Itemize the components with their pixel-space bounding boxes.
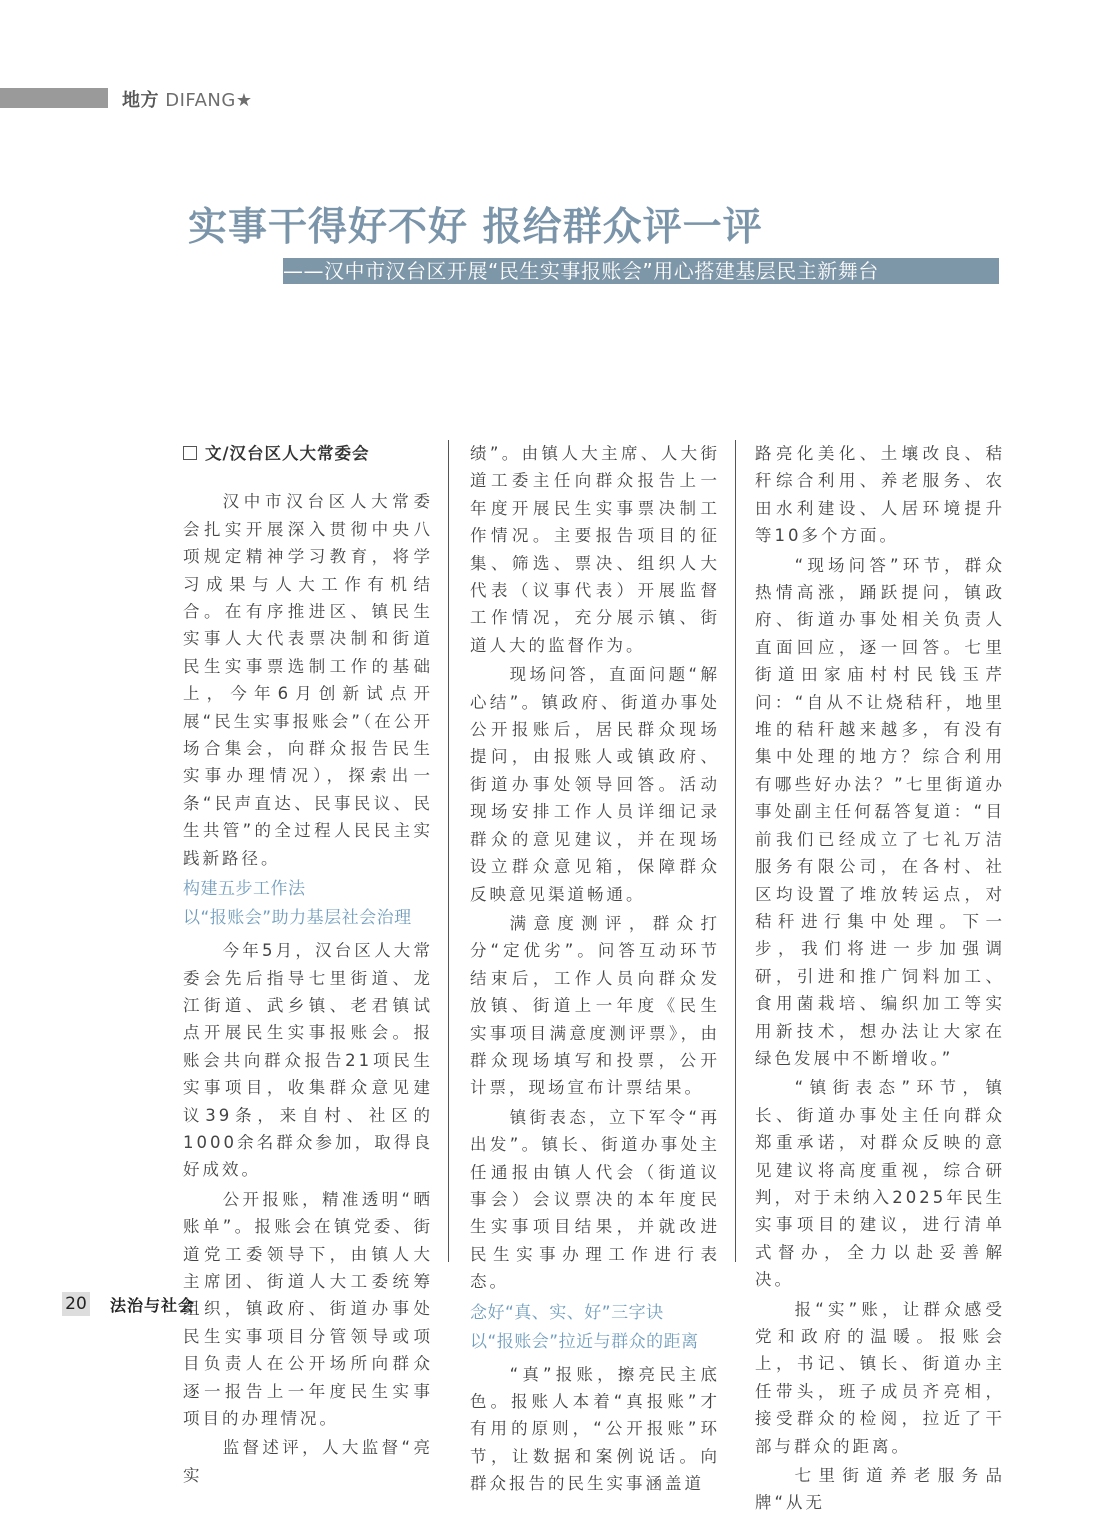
article-title: 实事干得好不好 报给群众评一评 <box>188 205 763 250</box>
square-icon <box>183 446 197 460</box>
section-label <box>122 86 252 112</box>
section-cn: 地方 <box>122 90 159 111</box>
paragraph: 现场问答，直面问题“解心结”。镇政府、街道办事处公开报账后，居民群众现场提问，由报账人或镇政府、街道办事处领导回答。活动现场安排工作人员详细记录群众的意见建议，并在现场设立群众意见箱，保障群众反映意见渠道畅通。 <box>470 665 720 904</box>
article-subtitle: ——汉中市汉台区开展“民生实事报账会”用心搭建基层民主新舞台 <box>283 258 999 284</box>
paragraph: 公开报账，精准透明“晒账单”。报账会在镇党委、街道党工委领导下，由镇人大主席团、街道人大工委统筹组织，镇政府、街道办事处民生实事项目分管领导或项目负责人在公开场所向群众逐一报告上一年度民生实事项目的办理情况。 <box>183 1189 433 1428</box>
subheading-line: 以“报账会”助力基层社会治理 <box>183 908 412 929</box>
subheading <box>470 1299 720 1357</box>
subheading-line: 念好“真、实、好”三字诀 <box>470 1302 664 1323</box>
paragraph: 绩”。由镇人大主席、人大街道工委主任向群众报告上一年度开展民生实事票决制工作情况。主要报告项目的征集、筛选、票决、组织人大代表（议事代表）开展监督工作情况，充分展示镇、街道人大的监督作为。 <box>470 444 720 655</box>
magazine-name: 法治与社会 <box>110 1296 196 1315</box>
paragraph: 满意度测评，群众打分“定优劣”。问答互动环节结束后，工作人员向群众发放镇、街道上一年度《民生实事项目满意度测评票》，由群众现场填写和投票，公开计票，现场宣布计票结果。 <box>470 913 720 1098</box>
page-number: 20 <box>62 1292 90 1316</box>
paragraph: 七里街道养老服务品牌“从无 <box>755 1466 1005 1513</box>
paragraph: “现场问答”环节，群众热情高涨，踊跃提问，镇政府、街道办事处相关负责人直面回应，逐一回答。七里街道田家庙村村民钱玉芹问：“自从不让烧秸秆，地里堆的秸秆越来越多，有没有集中处理的地方？综合利用有哪些好办法？”七里街道办事处副主任何磊答复道：“目前我们已经成立了七礼万洁服务有限公司，在各村、社区均设置了堆放转运点，对秸秆进行集中处理。下一步，我们将进一步加强调研，引进和推广饲料加工、食用菌栽培、编织加工等实用新技术，想办法让大家在绿色发展中不断增收。” <box>755 555 1005 1068</box>
subheading-line: 构建五步工作法 <box>183 879 306 900</box>
subheading <box>183 875 433 933</box>
section-en: DIFANG★ <box>165 90 253 111</box>
paragraph: 报“实”账，让群众感受党和政府的温暖。报账会上，书记、镇长、街道办主任带头，班子成员齐亮相，接受群众的检阅，拉近了干部与群众的距离。 <box>755 1299 1005 1456</box>
byline <box>183 440 433 467</box>
paragraph: 镇街表态，立下军令“再出发”。镇长、街道办事处主任通报由镇人代会（街道议事会）会议票决的本年度民生实事项目结果，并就改进民生实事办理工作进行表态。 <box>470 1107 720 1292</box>
column-divider <box>735 440 736 1262</box>
paragraph: 汉中市汉台区人大常委会扎实开展深入贯彻中央八项规定精神学习教育，将学习成果与人大工作有机结合。在有序推进区、镇民生实事人大代表票决制和街道民生实事票选制工作的基础上，今年6月创新试点开展“民生实事报账会”（在公开场合集会，向群众报告民生实事办理情况），探索出一条“民声直达、民事民议、民生共管”的全过程人民民主实践新路径。 <box>183 492 433 868</box>
column-3 <box>755 440 1005 1519</box>
paragraph: “真”报账，擦亮民主底色。报账人本着“真报账”才有用的原则，“公开报账”环节，让数据和案例说话。向群众报告的民生实事涵盖道 <box>470 1364 720 1494</box>
paragraph: 路亮化美化、土壤改良、秸秆综合利用、养老服务、农田水利建设、人居环境提升等10多个方面。 <box>755 444 1005 546</box>
paragraph: “镇街表态”环节，镇长、街道办事处主任向群众郑重承诺，对群众反映的意见建议将高度重视，综合研判，对于未纳入2025年民生实事项目的建议，进行清单式督办，全力以赴妥善解决。 <box>755 1078 1005 1290</box>
byline-text: 文/汉台区人大常委会 <box>205 444 370 463</box>
subheading-line: 以“报账会”拉近与群众的距离 <box>470 1331 699 1352</box>
section-bar <box>0 88 108 108</box>
paragraph: 监督述评，人大监督“亮实 <box>183 1438 433 1485</box>
paragraph: 今年5月，汉台区人大常委会先后指导七里街道、龙江街道、武乡镇、老君镇试点开展民生实事报账会。报账会共向群众报告21项民生实事项目，收集群众意见建议39条，来自村、社区的1000余名群众参加，取得良好成效。 <box>183 941 433 1180</box>
column-divider <box>448 440 449 1262</box>
column-2 <box>470 440 720 1500</box>
column-1 <box>183 440 433 1491</box>
